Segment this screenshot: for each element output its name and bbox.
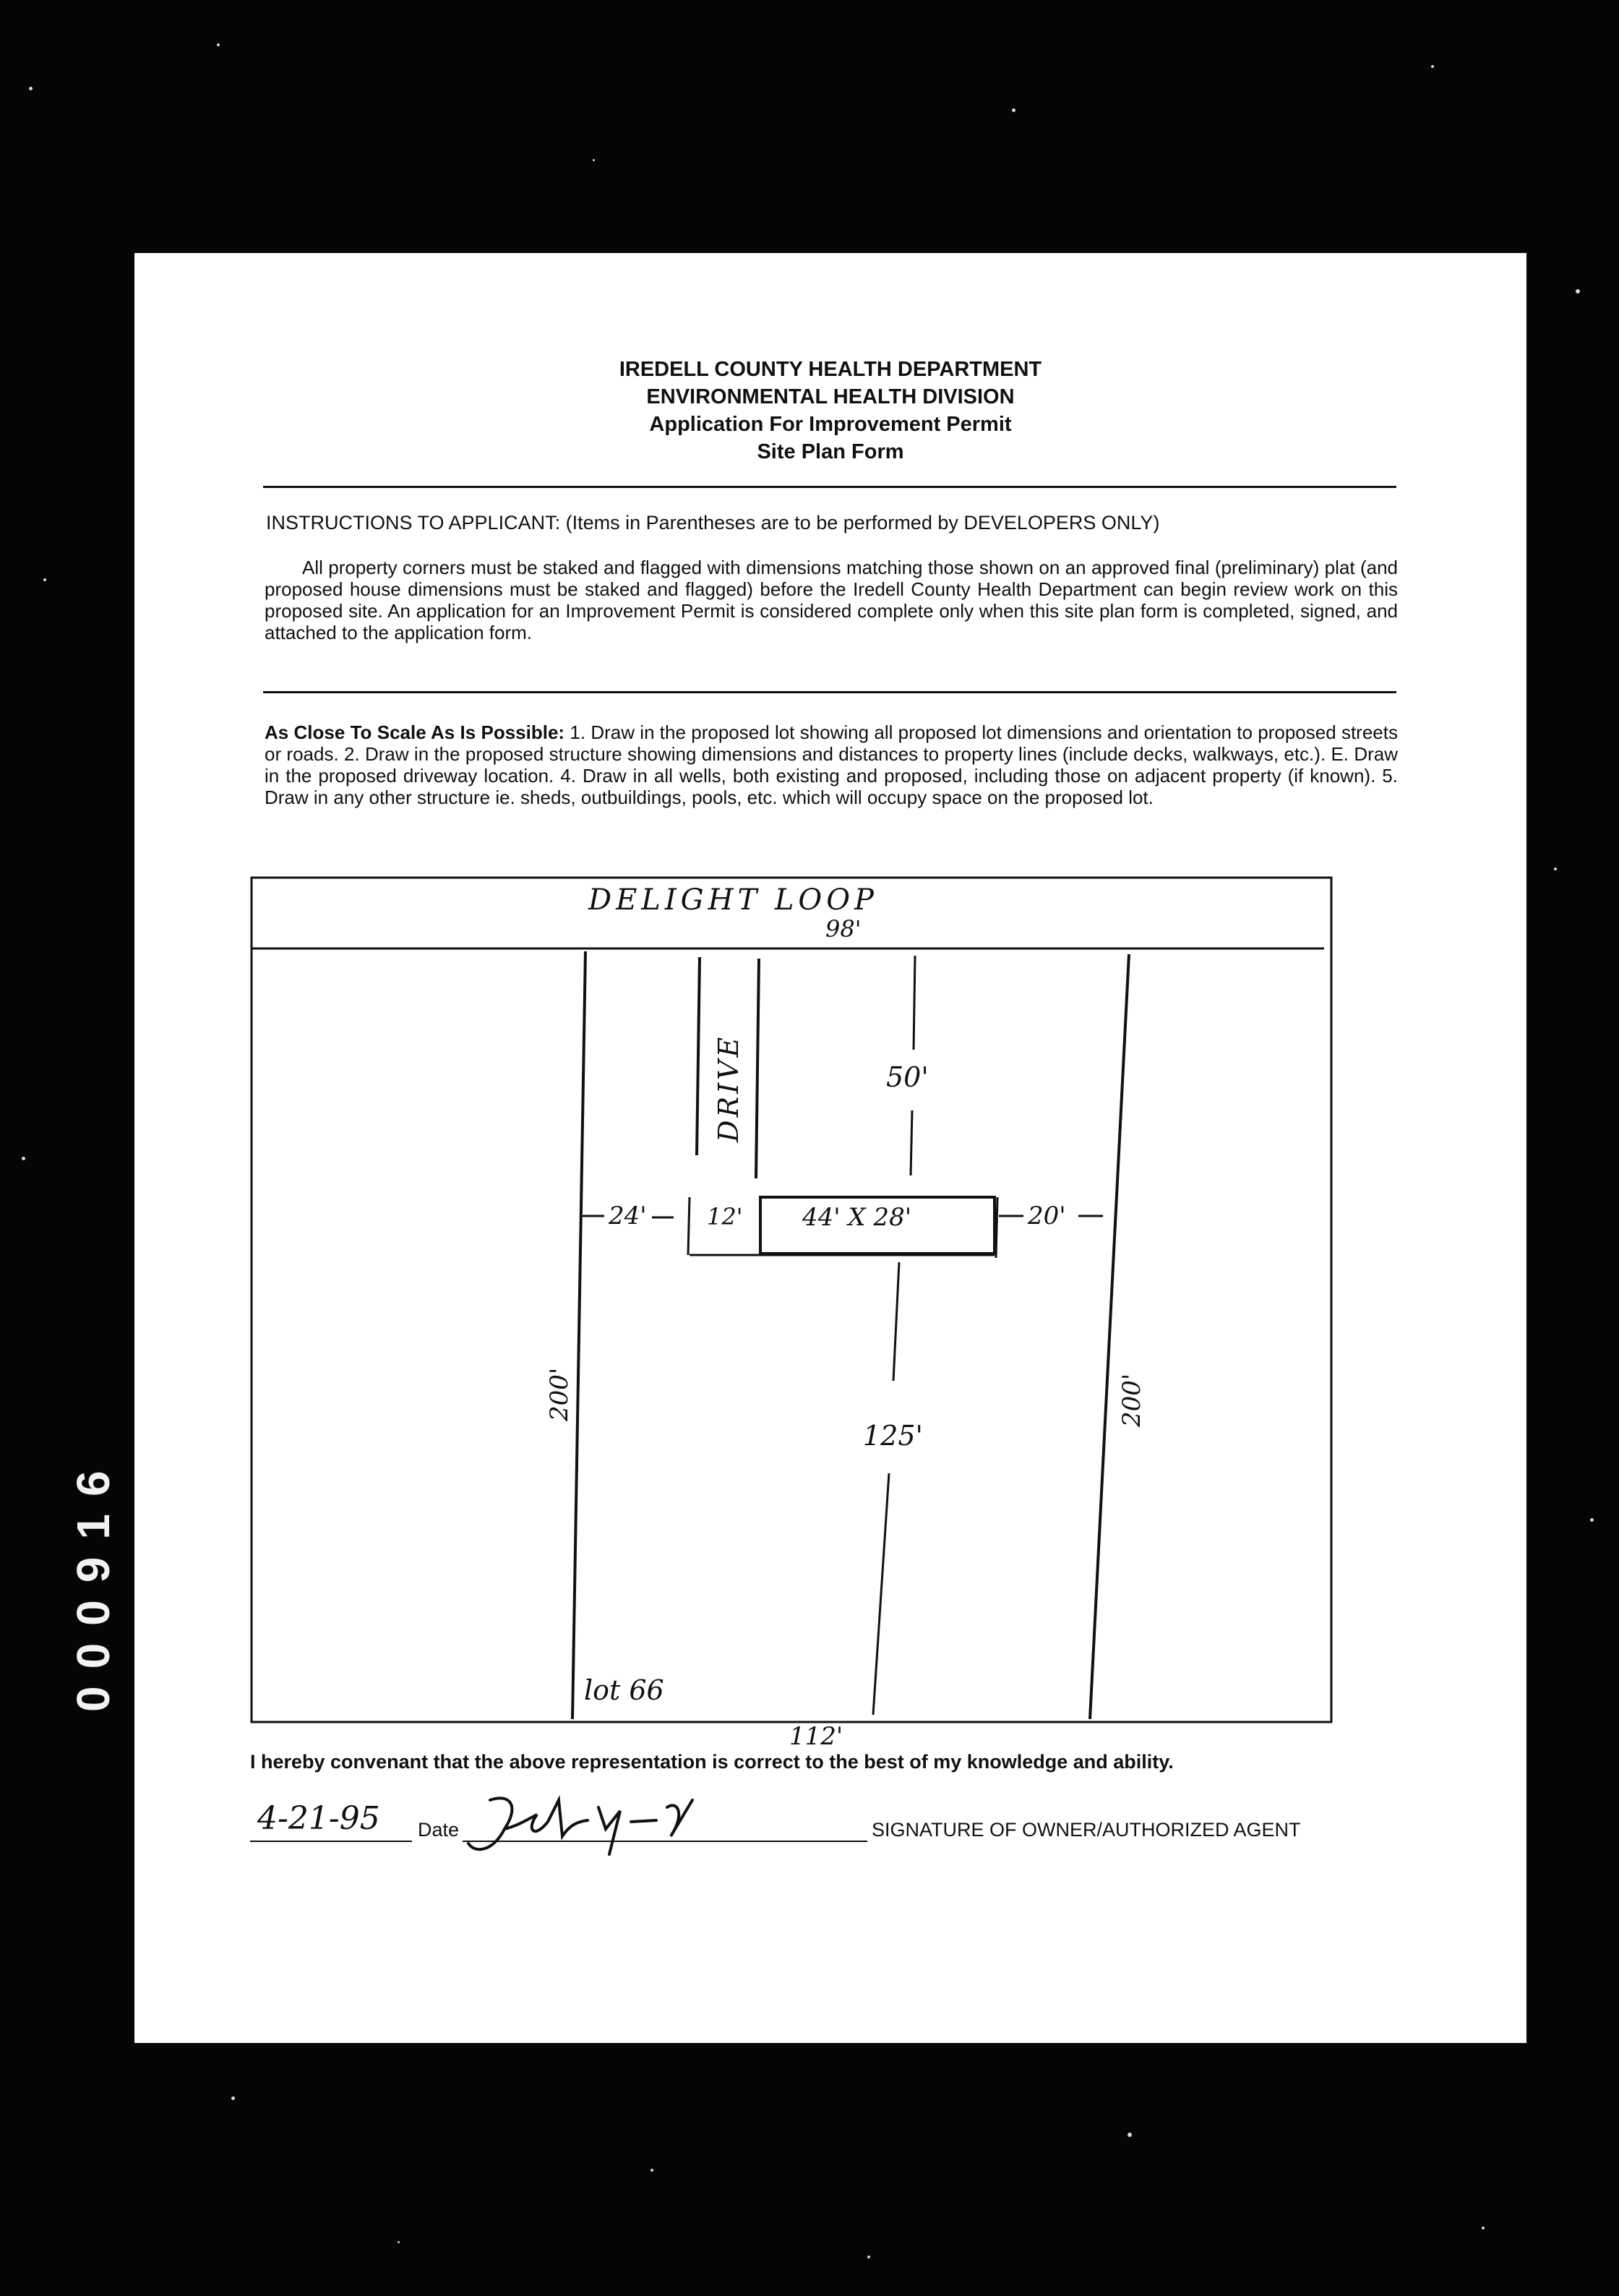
front-width-label: 98' (825, 915, 862, 943)
right-setback-label: 20' (1028, 1201, 1066, 1230)
scan-speck (1576, 289, 1580, 294)
instructions-heading: INSTRUCTIONS TO APPLICANT: (Items in Parentheses are to be performed by DEVELOPERS ONLY) (266, 512, 1160, 534)
certification-statement: I hereby convenant that the above representation is correct to the best of my knowledge and ability. (250, 1751, 1174, 1773)
scan-speck (650, 2169, 653, 2172)
site-plan-sketch (134, 253, 1526, 2043)
date-underline (250, 1841, 412, 1842)
left-setback-label: 24' (609, 1201, 647, 1230)
lot-right-line (1090, 954, 1129, 1719)
date-label: Date (418, 1819, 460, 1841)
form-title: Site Plan Form (757, 440, 904, 463)
owner-signature (461, 1786, 721, 1865)
house-left-wall (688, 1197, 690, 1255)
site-plan-form-page (134, 253, 1526, 2043)
road-name-label: DELIGHT LOOP (588, 883, 878, 917)
scan-speck (231, 2096, 235, 2100)
scan-speck (867, 2256, 870, 2258)
house-dimensions-label: 44' X 28' (802, 1203, 912, 1232)
drive-left-line (697, 957, 700, 1155)
scan-speck (1482, 2227, 1485, 2229)
scale-instructions-lead: As Close To Scale As Is Possible: (265, 721, 565, 743)
scale-instructions-body: 1. Draw in the proposed lot showing all proposed lot dimensions and orientation to proposed streets or roads. 2. Draw in the proposed structure showing dimensions and distances to property lines (include decks, walkways, etc.). E. Draw in the proposed driveway location. 4. Draw in all wells, both existing and proposed, including those on adjacent property (if known). 5. Draw in any other structure ie. sheds, outbuildings, pools, etc. which will occupy space on the proposed lot. (265, 721, 1398, 808)
scan-speck (43, 578, 46, 581)
lot-number-label: lot 66 (584, 1674, 664, 1706)
date-value: 4-21-95 (257, 1800, 380, 1837)
scan-speck (22, 1157, 25, 1160)
front-setback-line-top (914, 956, 915, 1050)
document-number-stamp: 000916 (67, 1453, 119, 1712)
front-setback-line-bottom (911, 1110, 912, 1175)
scan-speck (1554, 868, 1557, 870)
signature-label: SIGNATURE OF OWNER/AUTHORIZED AGENT (872, 1819, 1301, 1841)
scan-speck (1012, 108, 1015, 112)
front-setback-label: 50' (886, 1061, 929, 1093)
scan-speck (1128, 2133, 1132, 2137)
scan-speck (217, 43, 220, 46)
house-right-wall (996, 1197, 997, 1258)
scan-speck (1431, 65, 1434, 68)
rear-setback-line-bottom (873, 1473, 889, 1715)
application-title: Application For Improvement Permit (649, 413, 1012, 436)
instructions-body: All property corners must be staked and flagged with dimensions matching those shown on an approved final (preliminary) plat (and proposed house dimensions must be staked and flagged) before the Iredell County Health Department can begin review work on this proposed site. An application for an Improvement Permit is considered complete only when this site plan form is completed, signed, and attached to the application form. (265, 557, 1398, 643)
division-title: ENVIRONMENTAL HEALTH DIVISION (646, 385, 1015, 408)
left-depth-label: 200' (545, 1367, 574, 1421)
scan-speck (1590, 1518, 1594, 1522)
rear-setback-line-top (893, 1262, 899, 1381)
scan-speck (29, 87, 33, 90)
rear-setback-label: 125' (863, 1420, 923, 1452)
drive-width-label: 12' (707, 1203, 743, 1230)
lot-left-line (572, 951, 585, 1719)
drive-label: DRIVE (713, 1034, 744, 1142)
scan-speck (398, 2241, 400, 2243)
rear-width-label: 112' (789, 1722, 843, 1751)
drawing-frame (252, 878, 1331, 1722)
department-title: IREDELL COUNTY HEALTH DEPARTMENT (619, 358, 1042, 381)
signature-underline (463, 1841, 867, 1842)
drive-right-line (756, 959, 759, 1178)
scan-speck (593, 159, 595, 161)
right-depth-label: 200' (1117, 1373, 1146, 1427)
